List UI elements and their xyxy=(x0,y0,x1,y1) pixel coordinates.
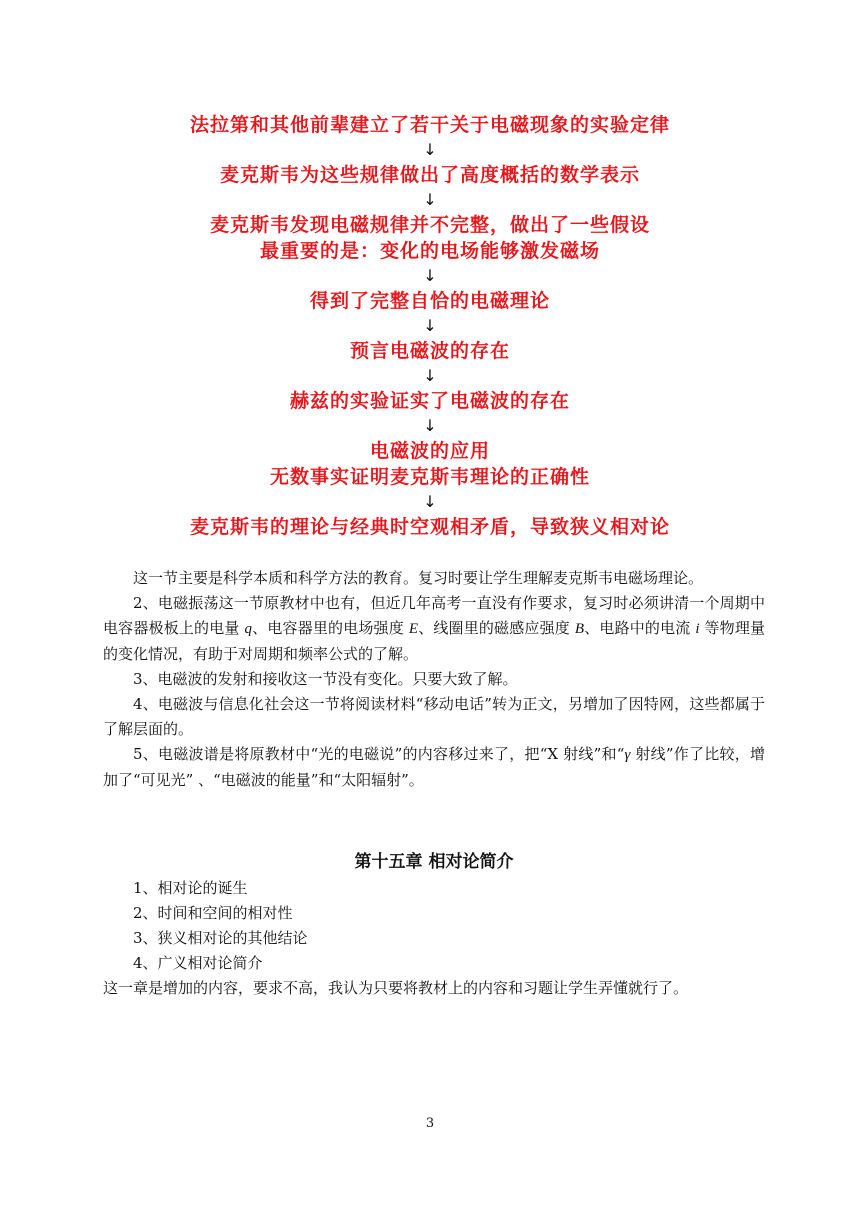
down-arrow-icon: ↓ xyxy=(423,140,437,159)
paragraph-4: 4、电磁波与信息化社会这一节将阅读材料“移动电话”转为正文，另增加了因特网，这些都属于了解层面的。 xyxy=(103,695,765,738)
down-arrow-icon: ↓ xyxy=(423,366,437,385)
body-text xyxy=(103,566,765,793)
paragraph-2-text: 2、电磁振荡这一节原教材中也有，但近几年高考一直没有作要求，复习时必须讲清一个周期中电容器极板上的电量 xyxy=(103,594,765,637)
paragraph-2-text: 、线圈里的磁感应强度 xyxy=(418,619,575,637)
page-number: 3 xyxy=(425,1116,435,1131)
chapter-section-list xyxy=(103,876,765,1001)
flow-step-7b: 无数事实证明麦克斯韦理论的正确性 xyxy=(269,466,590,488)
flow-step-1: 法拉第和其他前辈建立了若干关于电磁现象的实验定律 xyxy=(189,114,670,136)
paragraph-2 xyxy=(103,591,765,667)
paragraph-1: 这一节主要是科学本质和科学方法的教育。复习时要让学生理解麦克斯韦电磁场理论。 xyxy=(133,569,704,587)
paragraph-5-text: 射线”作了比较，增加了“可见光” 、“电磁波的能量”和“太阳辐射”。 xyxy=(103,745,766,789)
paragraph-3: 3、电磁波的发射和接收这一节没有变化。只要大致了解。 xyxy=(133,670,518,688)
flow-step-8: 麦克斯韦的理论与经典时空观相矛盾，导致狭义相对论 xyxy=(189,516,670,538)
list-item: 2、时间和空间的相对性 xyxy=(133,904,293,922)
down-arrow-icon: ↓ xyxy=(423,266,437,285)
flow-step-2: 麦克斯韦为这些规律做出了高度概括的数学表示 xyxy=(219,164,640,186)
flowchart xyxy=(120,112,740,540)
down-arrow-icon: ↓ xyxy=(423,316,437,335)
paragraph-5 xyxy=(103,742,765,793)
paragraph-2-text: 等物理量的变化情况，有助于对周期和频率公式的了解。 xyxy=(103,619,765,663)
down-arrow-icon: ↓ xyxy=(423,190,437,209)
symbol-B: B xyxy=(574,621,585,637)
list-item: 3、狭义相对论的其他结论 xyxy=(133,929,308,947)
flow-step-3b: 最重要的是：变化的电场能够激发磁场 xyxy=(259,240,600,262)
list-item: 1、相对论的诞生 xyxy=(133,879,248,897)
flow-step-4: 得到了完整自恰的电磁理论 xyxy=(309,290,550,312)
paragraph-2-text: 、电容器里的电场强度 xyxy=(252,619,409,637)
flow-step-7: 电磁波的应用 xyxy=(369,440,490,462)
symbol-gamma: γ xyxy=(624,747,631,763)
flow-step-6: 赫兹的实验证实了电磁波的存在 xyxy=(289,390,570,412)
down-arrow-icon: ↓ xyxy=(423,416,437,435)
paragraph-5-text: 5、电磁波谱是将原教材中“光的电磁说”的内容移过来了，把“X 射线”和“ xyxy=(133,745,625,763)
down-arrow-icon: ↓ xyxy=(423,492,437,511)
symbol-E: E xyxy=(408,621,419,637)
symbol-q: q xyxy=(244,621,252,637)
list-item: 4、广义相对论简介 xyxy=(133,954,263,972)
paragraph-2-text: 、电路中的电流 xyxy=(584,619,696,637)
symbol-i: i xyxy=(695,621,700,637)
chapter-title: 第十五章 相对论简介 xyxy=(354,852,514,872)
chapter-summary: 这一章是增加的内容，要求不高，我认为只要将教材上的内容和习题让学生弄懂就行了。 xyxy=(103,979,689,997)
flow-step-3: 麦克斯韦发现电磁规律并不完整，做出了一些假设 xyxy=(209,214,650,236)
flow-step-5: 预言电磁波的存在 xyxy=(349,340,510,362)
